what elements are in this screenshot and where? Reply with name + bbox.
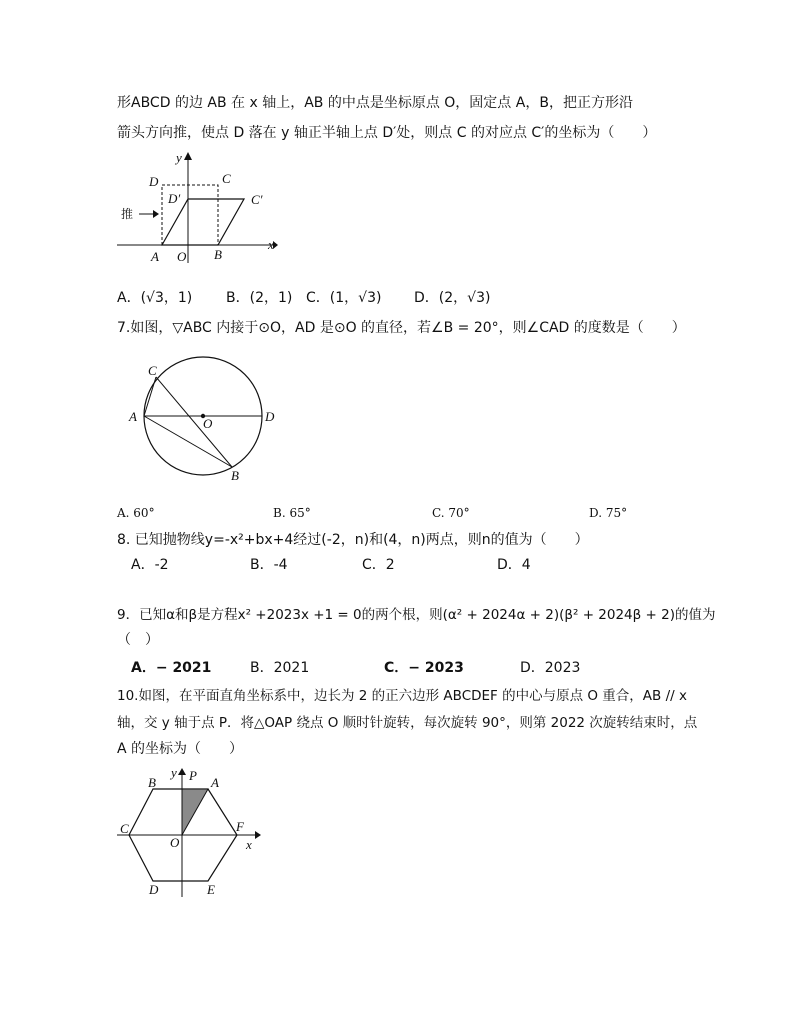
q9-option-c: C．− 2023 [384, 660, 464, 676]
q6-text-line2: 箭头方向推，使点 D 落在 y 轴正半轴上点 D′处，则点 C 的对应点 C′的坐标为（ ） [117, 125, 657, 141]
q8-option-c: C．2 [362, 557, 395, 573]
q7-option-a: A. 60° [117, 506, 155, 520]
q7-label-A: A [129, 409, 137, 424]
q6-label-x: x [268, 237, 274, 252]
q9-stem: 9．已知α和β是方程x² +2023x +1 = 0的两个根，则(α² + 2024α + 2)(β² + 2024β + 2)的值为 [117, 607, 716, 623]
q10-text-line2: 轴，交 y 轴于点 P．将△OAP 绕点 O 顺时针旋转，每次旋转 90°，则第 2022 次旋转结束时，点 [117, 715, 698, 731]
q7-chord-CB [156, 377, 232, 467]
q10-label-P: P [189, 768, 197, 783]
q6-option-d: D．(2，√3) [414, 290, 491, 306]
q10-label-F: F [236, 819, 244, 834]
q10-label-A: A [211, 775, 219, 790]
q6-option-c: C．(1，√3) [306, 290, 382, 306]
q6-label-A: A [151, 249, 159, 264]
q6-square-figure [115, 148, 280, 268]
q10-label-B: B [148, 775, 156, 790]
q6-label-B: B [214, 247, 222, 262]
q7-chord-AC [144, 377, 156, 416]
q10-label-D: D [149, 882, 159, 897]
q7-label-D: D [265, 409, 275, 424]
q9-option-d: D．2023 [520, 660, 581, 676]
q8-option-a: A．-2 [131, 557, 169, 573]
q10-label-C: C [120, 821, 129, 836]
q6-text-line1: 形ABCD 的边 AB 在 x 轴上，AB 的中点是坐标原点 O，固定点 A，B，把正方形沿 [117, 95, 633, 111]
q7-circle-figure [125, 355, 285, 485]
q8-option-b: B．-4 [250, 557, 288, 573]
q10-label-y: y [171, 765, 177, 780]
q6-y-arrow [184, 152, 192, 160]
q6-option-a: A．(√3，1) [117, 290, 193, 306]
q10-x-arrow [255, 831, 261, 839]
q10-label-O: O [170, 835, 180, 850]
q6-label-push: 推 [121, 207, 134, 221]
q10-text-line3: A 的坐标为（ ） [117, 741, 244, 757]
q7-label-O: O [203, 416, 213, 431]
q9-option-b: B．2021 [250, 660, 310, 676]
q10-label-E: E [207, 882, 215, 897]
q10-hexagon-figure [115, 765, 270, 900]
q6-label-D: D [149, 174, 159, 189]
q8-option-d: D．4 [497, 557, 531, 573]
q8-stem: 8. 已知抛物线y=-x²+bx+4经过(-2，n)和(4，n)两点，则n的值为（ ） [117, 532, 589, 548]
q6-label-Cprime: C′ [251, 192, 263, 207]
q7-option-b: B. 65° [273, 506, 311, 520]
q9-option-a: A．− 2021 [131, 660, 212, 676]
q7-option-d: D. 75° [589, 506, 628, 520]
q10-label-x: x [246, 837, 252, 852]
q6-label-C: C [222, 171, 231, 186]
q6-option-b: B．(2，1) [226, 290, 293, 306]
q6-label-y: y [176, 150, 182, 165]
q10-triangle-OAP [182, 789, 208, 835]
q7-label-B: B [231, 468, 239, 483]
q9-paren: （ ） [117, 632, 159, 648]
q6-label-Dprime: D′ [168, 191, 181, 206]
q7-label-C: C [148, 363, 157, 378]
q7-chord-AB [144, 416, 232, 467]
q10-y-arrow [178, 768, 186, 775]
q7-stem: 7.如图，▽ABC 内接于⊙O，AD 是⊙O 的直径，若∠B = 20°，则∠CAD 的度数是（ ） [117, 320, 686, 336]
q6-label-O: O [177, 249, 187, 264]
q10-text-line1: 10.如图，在平面直角坐标系中，边长为 2 的正六边形 ABCDEF 的中心与原点 O 重合，AB // x [117, 688, 687, 704]
q7-option-c: C. 70° [432, 506, 470, 520]
